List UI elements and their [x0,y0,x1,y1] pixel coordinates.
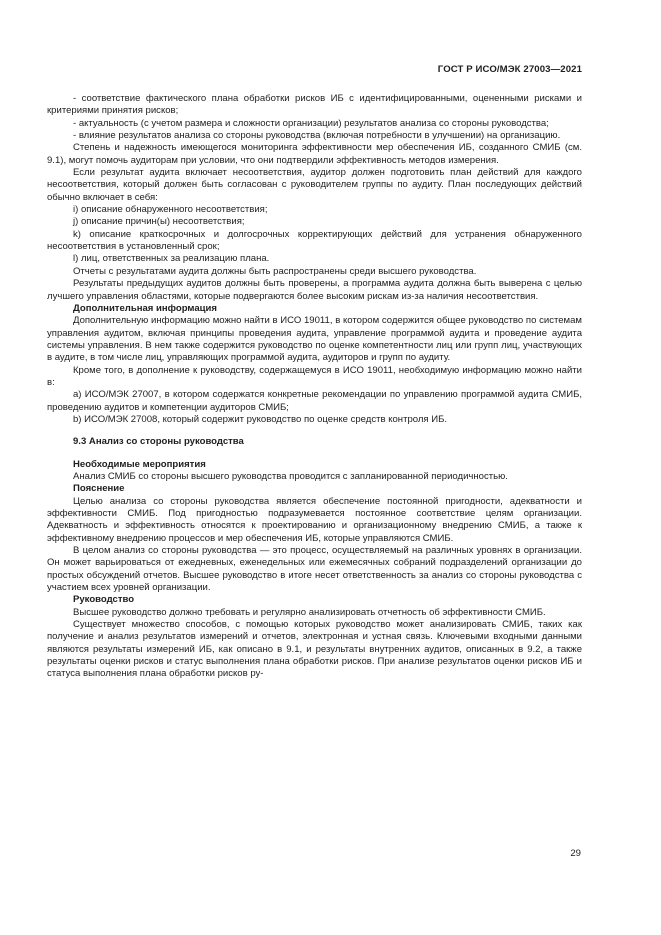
paragraph: Целью анализа со стороны руководства является обеспечение постоянной пригодности, адекватности и эффективности СМИБ. Под пригодностью подразумевается постоянное соответствие целям организации. Адекватность и эффективность относятся к проектированию и организационному внедрению СМИБ, а также к эффективному внедрению процессов и мер обеспечения ИБ, которые управляются СМИБ. [47,495,582,544]
list-item: j) описание причин(ы) несоответствия; [73,216,245,228]
list-item: l) лиц, ответственных за реализацию плана. [73,253,270,265]
subheading-explanation: Пояснение [73,483,125,495]
paragraph: Степень и надежность имеющегося мониторинга эффективности мер обеспечения ИБ, созданного СМИБ (см. 9.1), могут помочь аудиторам при условии, что они подтвердили эффективность методов измерения. [47,142,582,166]
list-item: i) описание обнаруженного несоответствия; [73,204,268,216]
paragraph: Отчеты с результатами аудита должны быть распространены среди высшего руководства. [73,265,477,277]
paragraph: Анализ СМИБ со стороны высшего руководства проводится с запланированной периодичностью. [73,470,508,482]
section-title: 9.3 Анализ со стороны руководства [73,436,244,448]
subheading-additional-info: Дополнительная информация [73,302,217,314]
paragraph: Дополнительную информацию можно найти в ИСО 19011, в котором содержится общее руководство по системам управления аудитом, включая принципы проведения аудита, управление программой аудита и проведение аудита системы управления. В нем также содержится руководство по оценке компетентности лиц или групп лиц, участвующих в аудите, в том числе лиц, управляющих программой аудита, аудиторов и групп по аудиту. [47,315,582,364]
paragraph: Кроме того, в дополнение к руководству, содержащемуся в ИСО 19011, необходимую информацию можно найти в: [47,364,582,388]
page-number: 29 [570,848,581,859]
list-item: a) ИСО/МЭК 27007, в котором содержатся конкретные рекомендации по управлению программой аудита СМИБ, проведению аудитов и компетенции аудиторов СМИБ; [47,389,582,413]
paragraph: - соответствие фактического плана обработки рисков ИБ с идентифицированными, оцененными рисками и критериями принятия рисков; [47,93,582,117]
paragraph: Существует множество способов, с помощью которых руководство может анализировать СМИБ, таких как получение и анализ результатов измерений и отчетов, электронная и устная связь. Ключевыми входными данными являются результаты измерений ИБ, как описано в 9.1, и результаты внутренних аудитов, описанных в 9.2, а также результаты оценки рисков и статус выполнения плана обработки рисков. При анализе результатов оценки рисков ИБ и статуса выполнения плана обработки рисков ру- [47,619,582,680]
paragraph: - актуальность (с учетом размера и сложности организации) результатов анализа со стороны руководства; [73,117,549,129]
list-item: b) ИСО/МЭК 27008, который содержит руководство по оценке средств контроля ИБ. [73,413,448,425]
paragraph: - влияние результатов анализа со стороны руководства (включая потребности в улучшении) на организацию. [73,130,561,142]
paragraph: Если результат аудита включает несоответствия, аудитор должен подготовить план действий для каждого несоответствия, который должен быть согласован с руководителем группы по аудиту. План последующих действий обычно включает в себя: [47,167,582,203]
paragraph: Результаты предыдущих аудитов должны быть проверены, а программа аудита должна быть выверена с целью лучшего управления областями, которые подвергаются более высоким рискам из-за наличия несоответствия. [47,278,582,302]
paragraph: Высшее руководство должно требовать и регулярно анализировать отчетность об эффективности СМИБ. [73,606,546,618]
list-item: k) описание краткосрочных и долгосрочных корректирующих действий для устранения обнаруженного несоответствия в установленный срок; [47,228,582,253]
subheading-guidance: Руководство [73,594,135,606]
document-header: ГОСТ Р ИСО/МЭК 27003—2021 [437,64,582,75]
document-body [47,93,582,681]
paragraph: В целом анализ со стороны руководства — это процесс, осуществляемый на различных уровнях в организации. Он может варьироваться от ежедневных, еженедельных или ежемесячных собраний подразделений организации до простых обсуждений отчетов. Высшее руководство в итоге несет ответственность за анализ со стороны руководства с участием всех уровней организации. [47,545,582,594]
subheading-required-activities: Необходимые мероприятия [73,458,206,470]
